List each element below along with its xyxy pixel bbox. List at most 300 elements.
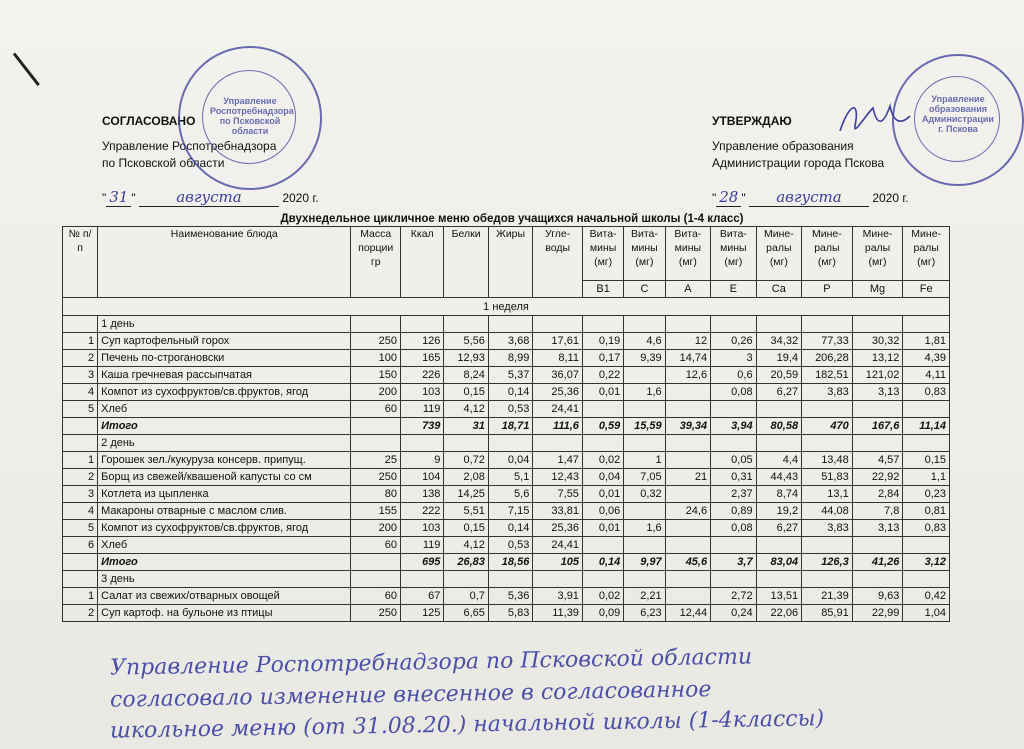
table-cell bbox=[401, 316, 444, 333]
table-cell: 22,99 bbox=[852, 605, 903, 622]
table-cell: 1,47 bbox=[533, 452, 583, 469]
signature bbox=[835, 96, 915, 146]
table-cell bbox=[802, 435, 853, 452]
day-header-row bbox=[63, 316, 950, 333]
dish-name: Котлета из цыпленка bbox=[98, 486, 351, 503]
left-date-day: 31 bbox=[106, 188, 131, 207]
table-cell bbox=[665, 520, 710, 537]
table-row bbox=[63, 503, 950, 520]
left-date-quote-open: " bbox=[102, 191, 107, 205]
table-row bbox=[63, 605, 950, 622]
table-cell bbox=[401, 571, 444, 588]
table-cell bbox=[665, 384, 710, 401]
table-cell bbox=[756, 401, 801, 418]
table-cell bbox=[903, 316, 950, 333]
table-cell: 60 bbox=[351, 537, 401, 554]
table-cell: 105 bbox=[533, 554, 583, 571]
table-cell: 60 bbox=[351, 588, 401, 605]
table-cell: 0,14 bbox=[488, 520, 532, 537]
table-cell: 24,41 bbox=[533, 537, 583, 554]
table-row bbox=[63, 350, 950, 367]
table-cell bbox=[63, 554, 98, 571]
table-cell: 8,74 bbox=[756, 486, 801, 503]
table-cell: 470 bbox=[802, 418, 853, 435]
left-date bbox=[102, 189, 319, 207]
table-cell: 0,08 bbox=[711, 384, 756, 401]
table-cell bbox=[903, 571, 950, 588]
table-cell: 0,22 bbox=[582, 367, 623, 384]
col-min-ca: Мине-ралы (мг) bbox=[756, 227, 801, 281]
table-cell: 3,13 bbox=[852, 520, 903, 537]
table-cell bbox=[63, 418, 98, 435]
table-cell bbox=[756, 435, 801, 452]
table-cell bbox=[665, 486, 710, 503]
table-cell: 4 bbox=[63, 384, 98, 401]
col-name: Наименование блюда bbox=[98, 227, 351, 298]
table-cell: 0,31 bbox=[711, 469, 756, 486]
table-cell: 0,14 bbox=[582, 554, 623, 571]
table-cell: 25,36 bbox=[533, 384, 583, 401]
day-label: 3 день bbox=[98, 571, 351, 588]
table-cell: 33,81 bbox=[533, 503, 583, 520]
left-date-year: 2020 г. bbox=[282, 191, 319, 205]
day-header-row bbox=[63, 435, 950, 452]
table-cell: 3,12 bbox=[903, 554, 950, 571]
table-cell: 2,37 bbox=[711, 486, 756, 503]
dish-name: Компот из сухофруктов/св.фруктов, ягод bbox=[98, 384, 351, 401]
table-cell: 6,27 bbox=[756, 520, 801, 537]
table-cell: 100 bbox=[351, 350, 401, 367]
table-cell: 0,06 bbox=[582, 503, 623, 520]
table-cell bbox=[624, 316, 665, 333]
table-cell: 39,34 bbox=[665, 418, 710, 435]
table-cell: 2 bbox=[63, 605, 98, 622]
left-stamp-line1: Управление bbox=[223, 96, 277, 106]
right-date-quote-close: " bbox=[741, 191, 746, 205]
table-cell bbox=[711, 435, 756, 452]
dish-name: Хлеб bbox=[98, 401, 351, 418]
table-row bbox=[63, 384, 950, 401]
table-cell: 15,59 bbox=[624, 418, 665, 435]
table-cell: 0,01 bbox=[582, 520, 623, 537]
table-cell: 6 bbox=[63, 537, 98, 554]
dish-name: Хлеб bbox=[98, 537, 351, 554]
right-date-quote-open: " bbox=[712, 191, 717, 205]
table-cell bbox=[488, 316, 532, 333]
left-date-quote-close: " bbox=[131, 191, 136, 205]
table-cell: 0,42 bbox=[903, 588, 950, 605]
table-row bbox=[63, 537, 950, 554]
table-cell bbox=[665, 571, 710, 588]
dish-name: Макароны отварные с маслом слив. bbox=[98, 503, 351, 520]
table-cell: 222 bbox=[401, 503, 444, 520]
table-cell: 18,71 bbox=[488, 418, 532, 435]
sub-a: A bbox=[665, 281, 710, 298]
table-cell: 7,8 bbox=[852, 503, 903, 520]
table-cell: 12,6 bbox=[665, 367, 710, 384]
table-cell bbox=[444, 316, 488, 333]
table-cell: 0,02 bbox=[582, 452, 623, 469]
dish-name: Горошек зел./кукуруза консерв. припущ. bbox=[98, 452, 351, 469]
table-cell: 1,6 bbox=[624, 520, 665, 537]
table-cell: 4,57 bbox=[852, 452, 903, 469]
table-cell bbox=[582, 571, 623, 588]
table-cell bbox=[351, 571, 401, 588]
table-cell: 695 bbox=[401, 554, 444, 571]
table-cell: 5 bbox=[63, 520, 98, 537]
table-cell bbox=[533, 435, 583, 452]
table-cell bbox=[802, 316, 853, 333]
approve-label: УТВЕРЖДАЮ bbox=[712, 114, 792, 128]
table-cell: 3,7 bbox=[711, 554, 756, 571]
table-cell: 3 bbox=[63, 486, 98, 503]
total-row bbox=[63, 418, 950, 435]
week-label: 1 неделя bbox=[63, 298, 950, 316]
col-vit-a: Вита-мины (мг) bbox=[665, 227, 710, 281]
right-org-line2: Администрации города Пскова bbox=[712, 156, 885, 170]
table-cell: 19,2 bbox=[756, 503, 801, 520]
table-cell: 41,26 bbox=[852, 554, 903, 571]
table-cell bbox=[802, 537, 853, 554]
table-cell bbox=[488, 435, 532, 452]
agreed-label: СОГЛАСОВАНО bbox=[102, 114, 196, 128]
left-stamp-line3: по Псковской bbox=[219, 116, 281, 126]
table-cell: 12 bbox=[665, 333, 710, 350]
table-cell: 20,59 bbox=[756, 367, 801, 384]
dish-name: Печень по-строгановски bbox=[98, 350, 351, 367]
table-cell: 155 bbox=[351, 503, 401, 520]
table-cell: 60 bbox=[351, 401, 401, 418]
col-num: № п/п bbox=[63, 227, 98, 298]
table-cell: 0,08 bbox=[711, 520, 756, 537]
dish-name: Каша гречневая рассыпчатая bbox=[98, 367, 351, 384]
table-cell bbox=[665, 435, 710, 452]
table-cell: 13,12 bbox=[852, 350, 903, 367]
table-cell: 8,11 bbox=[533, 350, 583, 367]
table-cell bbox=[802, 571, 853, 588]
table-cell: 1,6 bbox=[624, 384, 665, 401]
table-cell: 21,39 bbox=[802, 588, 853, 605]
table-cell: 0,83 bbox=[903, 520, 950, 537]
table-cell bbox=[665, 452, 710, 469]
sub-c: C bbox=[624, 281, 665, 298]
table-cell: 2,84 bbox=[852, 486, 903, 503]
table-cell bbox=[624, 435, 665, 452]
table-cell bbox=[533, 316, 583, 333]
table-cell: 0,81 bbox=[903, 503, 950, 520]
right-date-month: августа bbox=[749, 189, 869, 207]
sub-e: E bbox=[711, 281, 756, 298]
right-date bbox=[712, 189, 909, 207]
table-cell: 36,07 bbox=[533, 367, 583, 384]
sub-p: P bbox=[802, 281, 853, 298]
table-cell: 9,63 bbox=[852, 588, 903, 605]
table-cell: 6,27 bbox=[756, 384, 801, 401]
table-cell: 3,83 bbox=[802, 384, 853, 401]
table-cell bbox=[351, 554, 401, 571]
table-cell: 26,83 bbox=[444, 554, 488, 571]
table-cell: 0,32 bbox=[624, 486, 665, 503]
table-cell: 3,91 bbox=[533, 588, 583, 605]
table-cell: 12,43 bbox=[533, 469, 583, 486]
table-cell: 0,15 bbox=[903, 452, 950, 469]
sub-ca: Ca bbox=[756, 281, 801, 298]
header-row bbox=[63, 227, 950, 281]
right-stamp-line1: Управление bbox=[931, 94, 985, 104]
table-cell bbox=[582, 316, 623, 333]
table-cell: 24,6 bbox=[665, 503, 710, 520]
table-cell bbox=[624, 503, 665, 520]
col-vit-e: Вита-мины (мг) bbox=[711, 227, 756, 281]
table-cell: 0,6 bbox=[711, 367, 756, 384]
table-cell bbox=[852, 537, 903, 554]
table-cell: 4,12 bbox=[444, 537, 488, 554]
table-cell: 250 bbox=[351, 469, 401, 486]
table-cell: 138 bbox=[401, 486, 444, 503]
table-cell: 126,3 bbox=[802, 554, 853, 571]
table-cell: 25,36 bbox=[533, 520, 583, 537]
dish-name: Борщ из свежей/квашеной капусты со см bbox=[98, 469, 351, 486]
table-cell bbox=[852, 571, 903, 588]
table-cell: 77,33 bbox=[802, 333, 853, 350]
table-cell: 119 bbox=[401, 537, 444, 554]
table-cell: 4,39 bbox=[903, 350, 950, 367]
handwritten-note-line1: Управление Роспотребнадзора по Псковской области bbox=[109, 644, 753, 681]
table-cell: 200 bbox=[351, 520, 401, 537]
table-cell: 24,41 bbox=[533, 401, 583, 418]
table-row bbox=[63, 452, 950, 469]
table-cell: 0,19 bbox=[582, 333, 623, 350]
table-cell bbox=[624, 401, 665, 418]
table-cell: 44,43 bbox=[756, 469, 801, 486]
left-date-month: августа bbox=[139, 189, 279, 207]
table-cell bbox=[852, 435, 903, 452]
table-cell: 13,48 bbox=[802, 452, 853, 469]
sub-fe: Fe bbox=[903, 281, 950, 298]
table-cell: 739 bbox=[401, 418, 444, 435]
right-stamp-line3: Администрации bbox=[922, 114, 994, 124]
table-cell: 5,36 bbox=[488, 588, 532, 605]
table-cell: 4,6 bbox=[624, 333, 665, 350]
table-cell: 1,1 bbox=[903, 469, 950, 486]
right-stamp-line4: г. Пскова bbox=[938, 124, 978, 134]
right-date-year: 2020 г. bbox=[872, 191, 909, 205]
table-cell: 103 bbox=[401, 384, 444, 401]
table-cell bbox=[903, 537, 950, 554]
table-cell: 119 bbox=[401, 401, 444, 418]
sub-b1: B1 bbox=[582, 281, 623, 298]
table-cell: 5,6 bbox=[488, 486, 532, 503]
table-cell: 121,02 bbox=[852, 367, 903, 384]
table-cell: 104 bbox=[401, 469, 444, 486]
table-cell bbox=[351, 435, 401, 452]
table-cell bbox=[665, 401, 710, 418]
table-cell: 5,1 bbox=[488, 469, 532, 486]
table-cell: 4,12 bbox=[444, 401, 488, 418]
table-cell: 44,08 bbox=[802, 503, 853, 520]
handwritten-note-line2: согласовало изменение внесенное в согласованное bbox=[109, 677, 712, 713]
table-cell bbox=[488, 571, 532, 588]
day-label: 1 день bbox=[98, 316, 351, 333]
table-cell: 0,01 bbox=[582, 384, 623, 401]
col-min-p: Мине-ралы (мг) bbox=[802, 227, 853, 281]
table-cell bbox=[624, 367, 665, 384]
table-cell: 1 bbox=[624, 452, 665, 469]
table-cell: 0,04 bbox=[582, 469, 623, 486]
table-cell: 5,56 bbox=[444, 333, 488, 350]
table-cell: 0,72 bbox=[444, 452, 488, 469]
table-cell: 9,39 bbox=[624, 350, 665, 367]
table-cell: 206,28 bbox=[802, 350, 853, 367]
table-cell: 200 bbox=[351, 384, 401, 401]
table-cell: 0,01 bbox=[582, 486, 623, 503]
col-min-fe: Мине-ралы (мг) bbox=[903, 227, 950, 281]
table-cell: 150 bbox=[351, 367, 401, 384]
menu-body bbox=[63, 316, 950, 622]
table-cell: 126 bbox=[401, 333, 444, 350]
table-cell bbox=[624, 571, 665, 588]
table-cell: 0,7 bbox=[444, 588, 488, 605]
dish-name: Суп картофельный горох bbox=[98, 333, 351, 350]
table-cell: 0,53 bbox=[488, 401, 532, 418]
table-cell bbox=[665, 316, 710, 333]
total-label: Итого bbox=[98, 554, 351, 571]
table-cell bbox=[665, 537, 710, 554]
dish-name: Салат из свежих/отварных овощей bbox=[98, 588, 351, 605]
table-cell: 5 bbox=[63, 401, 98, 418]
table-cell: 3 bbox=[63, 367, 98, 384]
table-cell: 17,61 bbox=[533, 333, 583, 350]
table-cell: 4,11 bbox=[903, 367, 950, 384]
table-cell: 13,51 bbox=[756, 588, 801, 605]
table-cell: 0,14 bbox=[488, 384, 532, 401]
table-cell bbox=[903, 401, 950, 418]
total-label: Итого bbox=[98, 418, 351, 435]
table-cell: 12,93 bbox=[444, 350, 488, 367]
table-cell: 0,89 bbox=[711, 503, 756, 520]
table-cell: 0,24 bbox=[711, 605, 756, 622]
table-cell: 13,1 bbox=[802, 486, 853, 503]
right-org-line1: Управление образования bbox=[712, 139, 854, 153]
table-cell: 1 bbox=[63, 452, 98, 469]
table-cell: 1,04 bbox=[903, 605, 950, 622]
table-cell: 0,15 bbox=[444, 520, 488, 537]
table-cell: 9,97 bbox=[624, 554, 665, 571]
table-cell bbox=[756, 316, 801, 333]
table-cell: 85,91 bbox=[802, 605, 853, 622]
table-cell: 182,51 bbox=[802, 367, 853, 384]
left-org-line1: Управление Роспотребнадзора bbox=[102, 139, 277, 153]
table-cell bbox=[852, 401, 903, 418]
table-row bbox=[63, 486, 950, 503]
menu-title: Двухнедельное цикличное меню обедов учащихся начальной школы (1-4 класс) bbox=[280, 213, 744, 225]
table-row bbox=[63, 469, 950, 486]
table-cell: 7,55 bbox=[533, 486, 583, 503]
table-cell: 83,04 bbox=[756, 554, 801, 571]
table-cell: 8,24 bbox=[444, 367, 488, 384]
table-cell: 5,37 bbox=[488, 367, 532, 384]
table-cell: 3,68 bbox=[488, 333, 532, 350]
table-cell bbox=[624, 537, 665, 554]
right-date-day: 28 bbox=[716, 188, 741, 207]
table-cell bbox=[63, 316, 98, 333]
table-cell: 6,65 bbox=[444, 605, 488, 622]
table-cell: 4 bbox=[63, 503, 98, 520]
table-cell: 30,32 bbox=[852, 333, 903, 350]
table-cell: 67 bbox=[401, 588, 444, 605]
table-cell: 22,92 bbox=[852, 469, 903, 486]
table-cell: 103 bbox=[401, 520, 444, 537]
table-cell: 19,4 bbox=[756, 350, 801, 367]
table-cell: 22,06 bbox=[756, 605, 801, 622]
table-cell: 7,05 bbox=[624, 469, 665, 486]
table-cell: 0,23 bbox=[903, 486, 950, 503]
table-cell: 25 bbox=[351, 452, 401, 469]
menu-table bbox=[62, 226, 950, 622]
table-row bbox=[63, 367, 950, 384]
table-cell bbox=[63, 435, 98, 452]
table-cell bbox=[351, 316, 401, 333]
table-cell bbox=[582, 537, 623, 554]
left-stamp-line4: области bbox=[231, 126, 269, 136]
table-cell: 111,6 bbox=[533, 418, 583, 435]
table-cell: 34,32 bbox=[756, 333, 801, 350]
table-cell bbox=[63, 571, 98, 588]
col-mass: Масса порции гр bbox=[351, 227, 401, 298]
table-cell: 14,74 bbox=[665, 350, 710, 367]
table-cell: 4,4 bbox=[756, 452, 801, 469]
table-cell: 21 bbox=[665, 469, 710, 486]
table-cell: 0,83 bbox=[903, 384, 950, 401]
table-cell: 0,53 bbox=[488, 537, 532, 554]
table-cell bbox=[756, 537, 801, 554]
left-org-line2: по Псковской области bbox=[102, 156, 225, 170]
table-cell bbox=[711, 571, 756, 588]
sub-mg: Mg bbox=[852, 281, 903, 298]
table-cell bbox=[903, 435, 950, 452]
table-cell: 165 bbox=[401, 350, 444, 367]
table-cell: 2,08 bbox=[444, 469, 488, 486]
table-cell: 11,39 bbox=[533, 605, 583, 622]
table-cell: 226 bbox=[401, 367, 444, 384]
table-cell: 0,59 bbox=[582, 418, 623, 435]
table-cell: 3,13 bbox=[852, 384, 903, 401]
table-row bbox=[63, 401, 950, 418]
col-vit-c: Вита-мины (мг) bbox=[624, 227, 665, 281]
week-row bbox=[63, 298, 950, 316]
table-cell bbox=[582, 435, 623, 452]
total-row bbox=[63, 554, 950, 571]
table-cell bbox=[711, 537, 756, 554]
table-cell: 0,04 bbox=[488, 452, 532, 469]
col-fat: Жиры bbox=[488, 227, 532, 298]
table-cell: 18,56 bbox=[488, 554, 532, 571]
day-label: 2 день bbox=[98, 435, 351, 452]
table-cell: 0,15 bbox=[444, 384, 488, 401]
dish-name: Компот из сухофруктов/св.фруктов, ягод bbox=[98, 520, 351, 537]
table-cell: 8,99 bbox=[488, 350, 532, 367]
table-cell bbox=[711, 401, 756, 418]
table-cell bbox=[802, 401, 853, 418]
col-vit-b1: Вита-мины (мг) bbox=[582, 227, 623, 281]
table-cell: 6,23 bbox=[624, 605, 665, 622]
table-row bbox=[63, 520, 950, 537]
table-cell bbox=[401, 435, 444, 452]
table-cell: 2,21 bbox=[624, 588, 665, 605]
dish-name: Суп картоф. на бульоне из птицы bbox=[98, 605, 351, 622]
table-cell: 45,6 bbox=[665, 554, 710, 571]
table-cell: 14,25 bbox=[444, 486, 488, 503]
